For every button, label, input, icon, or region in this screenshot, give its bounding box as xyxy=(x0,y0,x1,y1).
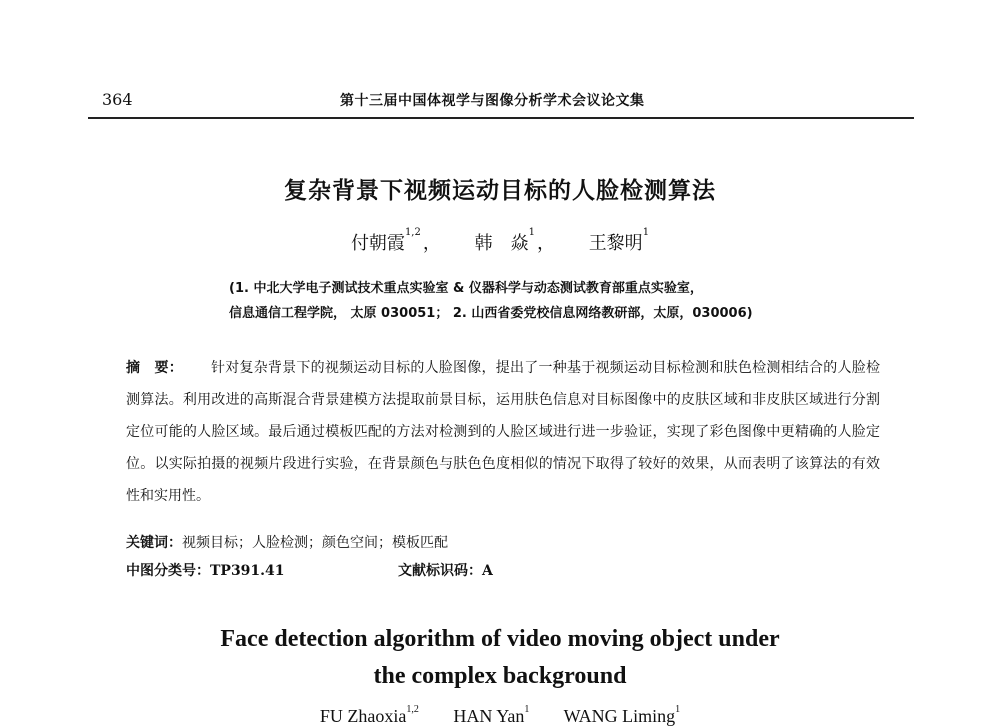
keywords-label: 关键词： xyxy=(126,535,182,551)
classification-label: 中图分类号： xyxy=(126,563,210,579)
keywords-text: 视频目标；人脸检测；颜色空间；模板匹配 xyxy=(182,535,448,551)
author-separator: ， xyxy=(536,233,555,254)
document-code-line xyxy=(398,560,493,580)
classification-value: TP391.41 xyxy=(210,563,285,579)
author-en: HAN Yan$^1$ xyxy=(453,704,530,726)
author-list-en xyxy=(0,706,1000,727)
author-cn: 付朝霞$^{1,2}$ xyxy=(350,227,421,254)
page-number: 364 xyxy=(102,90,133,109)
paper-title-en-line-2: the complex background xyxy=(373,663,627,689)
classification-line xyxy=(126,560,285,580)
affiliation-line-2: 信息通信工程学院， 太原 030051； 2. 山西省委党校信息网络教研部，太原，030006) xyxy=(229,306,753,321)
author-list-cn xyxy=(0,229,1000,255)
document-code-label: 文献标识码： xyxy=(398,563,482,579)
abstract xyxy=(126,352,880,512)
abstract-text: 针对复杂背景下的视频运动目标的人脸图像，提出了一种基于视频运动目标检测和肤色检测相结合的人脸检测算法。利用改进的高斯混合背景建模方法提取前景目标，运用肤色信息对目标图像中的皮肤区域和非皮肤区域进行分割定位可能的人脸区域。最后通过模板匹配的方法对检测到的人脸区域进行进一步验证，实现了彩色图像中更精确的人脸定位。以实际拍摄的视频片段进行实验，在背景颜色与肤色色度相似的情况下取得了较好的效果，从而表明了该算法的有效性和实用性。 xyxy=(126,360,881,504)
author-cn: 韩 焱$^1$ xyxy=(474,227,535,254)
paper-title-cn: 复杂背景下视频运动目标的人脸检测算法 xyxy=(284,178,716,204)
running-title: 第十三届中国体视学与图像分析学术会议论文集 xyxy=(340,93,645,109)
document-code-value: A xyxy=(482,563,493,579)
abstract-label: 摘 要： xyxy=(126,360,183,376)
keywords-line xyxy=(126,532,448,552)
author-separator: ， xyxy=(422,233,441,254)
author-en: WANG Liming$^1$ xyxy=(563,704,681,726)
paper-title-en-line-1: Face detection algorithm of video moving object under xyxy=(220,626,780,652)
author-en: FU Zhaoxia$^{1,2}$ xyxy=(319,704,419,726)
header-divider xyxy=(88,117,914,119)
affiliation-line-1: (1. 中北大学电子测试技术重点实验室 & 仪器科学与动态测试教育部重点实验室， xyxy=(229,281,703,296)
author-cn: 王黎明$^1$ xyxy=(588,227,650,254)
